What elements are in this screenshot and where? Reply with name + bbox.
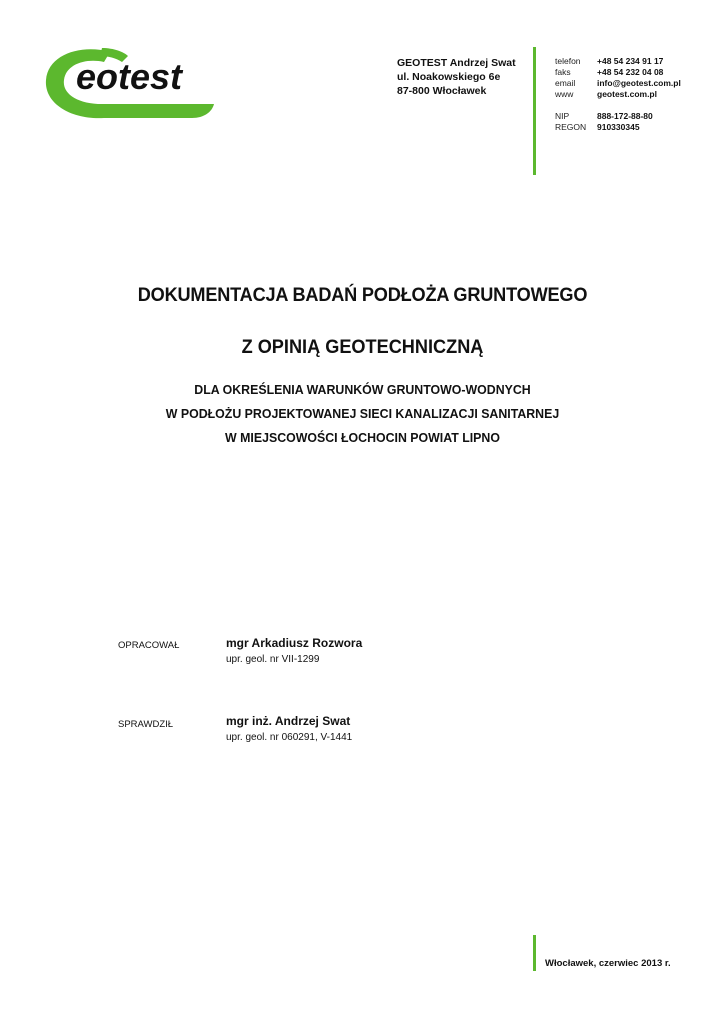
- company-street: ul. Noakowskiego 6e: [397, 71, 501, 83]
- place-date: Włocławek, czerwiec 2013 r.: [545, 958, 671, 969]
- contact-phone: telefon +48 54 234 91 17: [555, 56, 664, 66]
- geotest-logo: [42, 42, 232, 122]
- contact-fax: faks +48 54 232 04 08: [555, 67, 664, 77]
- contact-www: www geotest.com.pl: [555, 89, 657, 99]
- contact-email: email info@geotest.com.pl: [555, 78, 681, 88]
- contact-info: [555, 56, 681, 133]
- divider-bar-bottom: [533, 935, 536, 971]
- prepared-by-name: mgr Arkadiusz Rozwora: [226, 636, 363, 650]
- checked-by-label: SPRAWDZIŁ: [118, 719, 174, 730]
- document-title-2: Z OPINIĄ GEOTECHNICZNĄ: [241, 336, 484, 358]
- document-subtitle-2: W PODŁOŻU PROJEKTOWANEJ SIECI KANALIZACJI SANITARNEJ: [165, 406, 560, 421]
- logo-text: eotest: [76, 56, 183, 97]
- document-title: DOKUMENTACJA BADAŃ PODŁOŻA GRUNTOWEGO: [137, 284, 588, 306]
- company-city: 87-800 Włocławek: [397, 85, 487, 97]
- document-subtitle-1: DLA OKREŚLENIA WARUNKÓW GRUNTOWO-WODNYCH: [194, 382, 531, 397]
- document-subtitle-3: W MIEJSCOWOŚCI ŁOCHOCIN POWIAT LIPNO: [225, 430, 500, 445]
- prepared-by-credential: upr. geol. nr VII-1299: [226, 654, 320, 665]
- company-name: GEOTEST Andrzej Swat: [397, 57, 516, 69]
- checked-by-credential: upr. geol. nr 060291, V-1441: [226, 732, 353, 743]
- contact-regon: REGON 910330345: [555, 122, 640, 132]
- contact-nip: NIP 888-172-88-80: [555, 111, 653, 121]
- company-address: [397, 56, 516, 98]
- checked-by-name: mgr inż. Andrzej Swat: [226, 714, 351, 728]
- prepared-by-label: OPRACOWAŁ: [118, 640, 180, 651]
- divider-bar-top: [533, 47, 536, 175]
